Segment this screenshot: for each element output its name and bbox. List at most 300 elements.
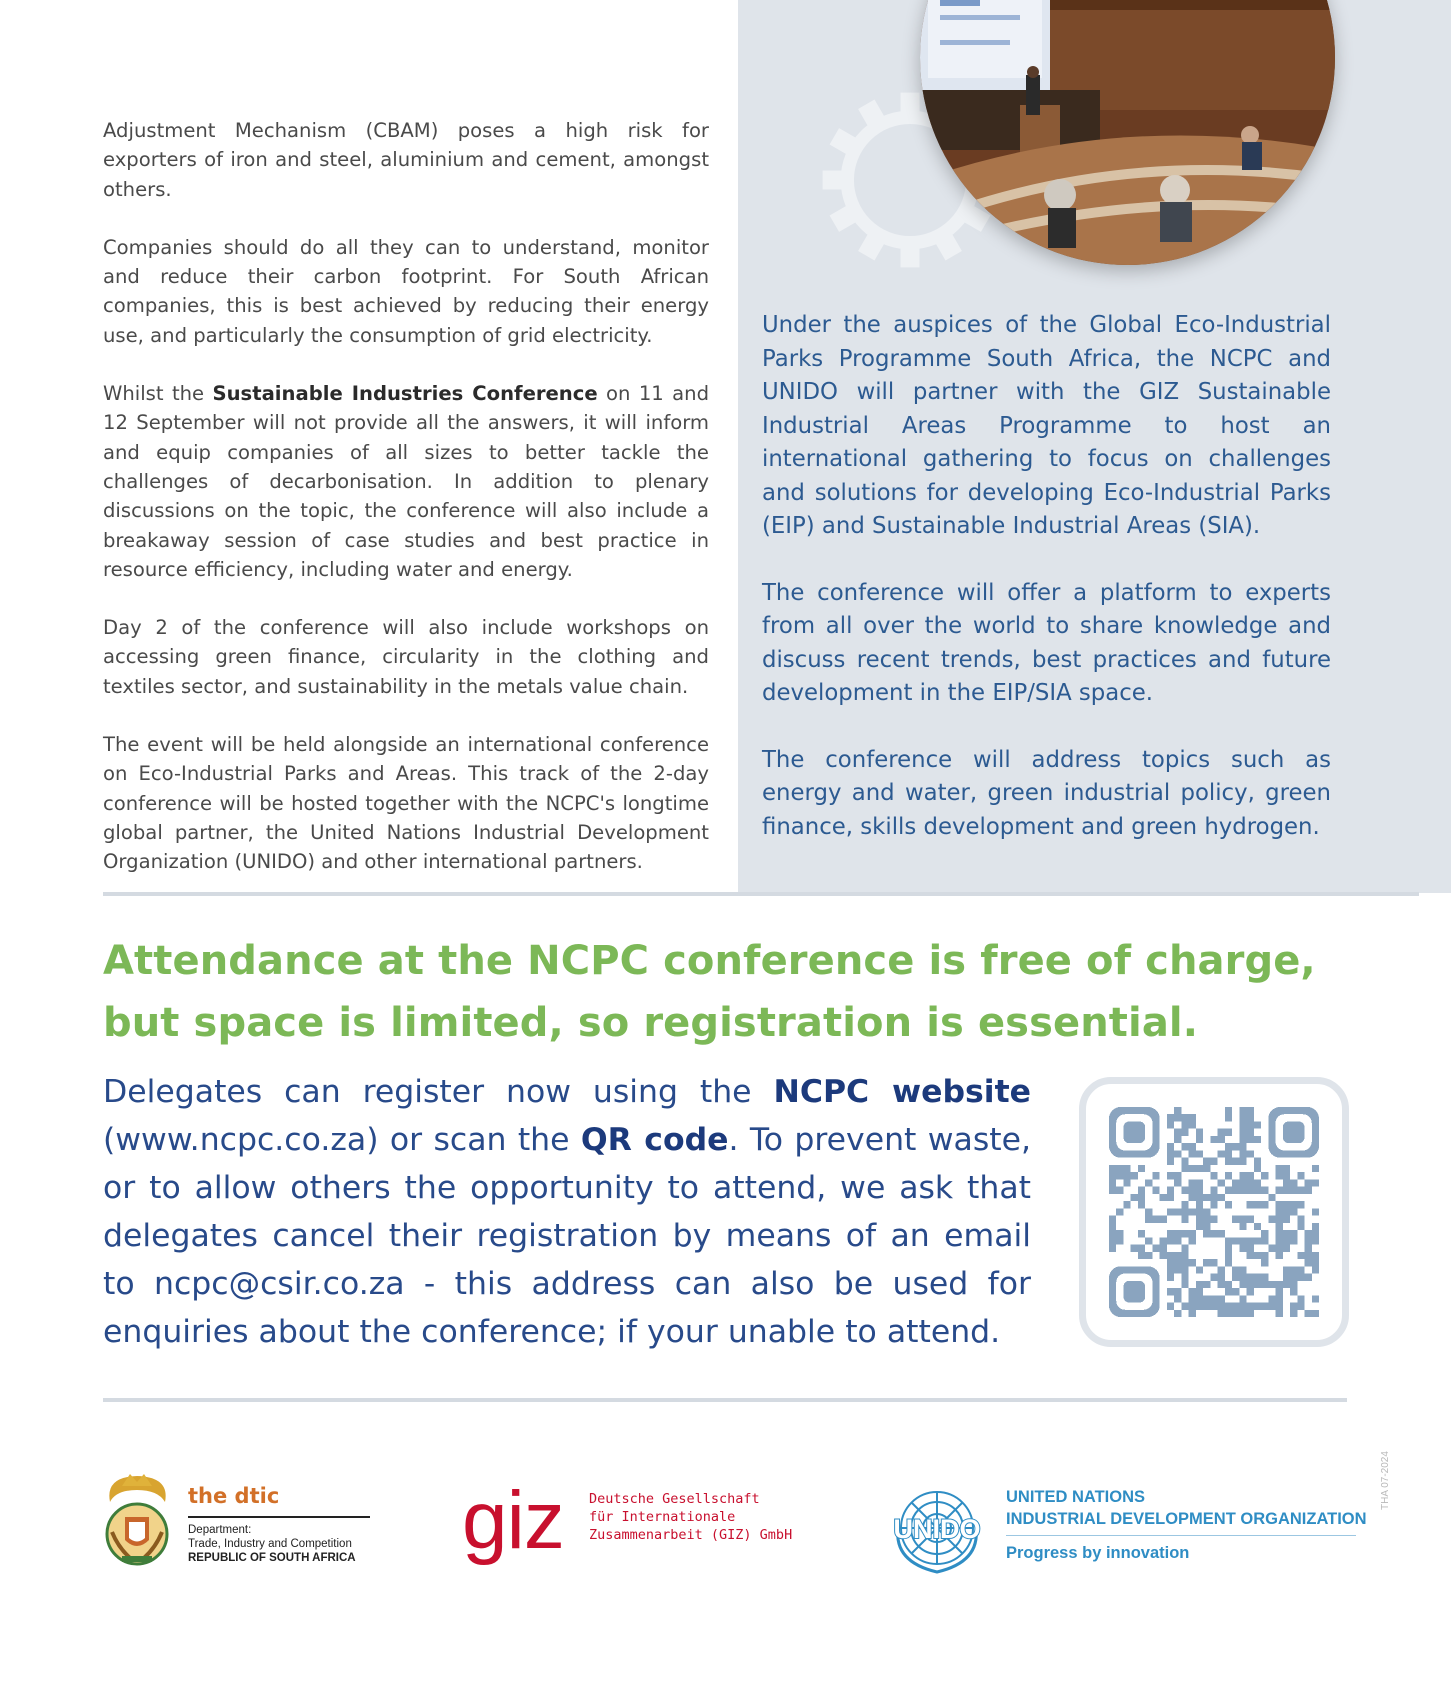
qr-module (1181, 1230, 1188, 1237)
qr-module (1312, 1223, 1319, 1230)
qr-module (1232, 1179, 1239, 1186)
qr-module (1232, 1303, 1239, 1310)
qr-module (1189, 1179, 1196, 1186)
qr-module (1247, 1107, 1254, 1114)
qr-module (1167, 1237, 1174, 1244)
qr-module (1167, 1230, 1174, 1237)
qr-module (1174, 1230, 1181, 1237)
qr-module (1160, 1216, 1167, 1223)
qr-module (1276, 1223, 1283, 1230)
qr-module (1131, 1245, 1138, 1252)
qr-module (1109, 1172, 1116, 1179)
qr-module (1181, 1187, 1188, 1194)
headline-line-2: but space is limited, so registration is essential. (103, 1000, 1199, 1046)
qr-module (1116, 1165, 1123, 1172)
qr-module (1247, 1201, 1254, 1208)
qr-module (1181, 1121, 1188, 1128)
qr-module (1218, 1266, 1225, 1273)
qr-module (1196, 1194, 1203, 1201)
qr-module (1239, 1266, 1246, 1273)
qr-module (1138, 1201, 1145, 1208)
qr-module (1181, 1216, 1188, 1223)
qr-module (1167, 1187, 1174, 1194)
qr-module (1181, 1274, 1188, 1281)
qr-module (1239, 1310, 1246, 1317)
qr-module (1276, 1165, 1283, 1172)
qr-module (1203, 1208, 1210, 1215)
qr-module (1239, 1223, 1246, 1230)
qr-module (1210, 1230, 1217, 1237)
unido-name-line-2: INDUSTRIAL DEVELOPMENT ORGANIZATION (1006, 1510, 1367, 1528)
qr-module (1297, 1172, 1304, 1179)
qr-module (1225, 1288, 1232, 1295)
qr-module (1276, 1230, 1283, 1237)
section-divider-top (103, 892, 1419, 896)
qr-module (1254, 1201, 1261, 1208)
qr-module (1225, 1172, 1232, 1179)
qr-module (1203, 1216, 1210, 1223)
qr-module (1254, 1274, 1261, 1281)
qr-module (1189, 1150, 1196, 1157)
qr-module (1283, 1187, 1290, 1194)
qr-module (1290, 1288, 1297, 1295)
qr-module (1189, 1143, 1196, 1150)
qr-module (1268, 1281, 1275, 1288)
gear-tooth (901, 245, 920, 268)
qr-module (1181, 1245, 1188, 1252)
qr-module (1225, 1252, 1232, 1259)
qr-module (1239, 1172, 1246, 1179)
qr-module (1297, 1216, 1304, 1223)
qr-module (1225, 1281, 1232, 1288)
qr-module (1290, 1230, 1297, 1237)
qr-module (1239, 1274, 1246, 1281)
qr-module (1152, 1187, 1159, 1194)
qr-module (1174, 1310, 1181, 1317)
qr-module (1210, 1201, 1217, 1208)
qr-module (1196, 1208, 1203, 1215)
qr-module (1167, 1172, 1174, 1179)
qr-module (1196, 1129, 1203, 1136)
qr-module (1181, 1208, 1188, 1215)
qr-module (1145, 1179, 1152, 1186)
qr-module (1247, 1179, 1254, 1186)
qr-module (1218, 1281, 1225, 1288)
un-globe-icon (888, 1482, 986, 1574)
qr-module (1247, 1288, 1254, 1295)
qr-module (1138, 1230, 1145, 1237)
qr-module (1225, 1245, 1232, 1252)
headline-line-1: Attendance at the NCPC conference is free of charge, (103, 938, 1316, 984)
qr-module (1174, 1179, 1181, 1186)
qr-module (1123, 1165, 1130, 1172)
qr-module (1225, 1150, 1232, 1157)
qr-module (1181, 1114, 1188, 1121)
qr-module (1239, 1303, 1246, 1310)
qr-module (1189, 1259, 1196, 1266)
qr-module (1109, 1237, 1116, 1244)
qr-module (1203, 1165, 1210, 1172)
qr-module (1109, 1179, 1116, 1186)
qr-module (1123, 1179, 1130, 1186)
dtic-department: Department: Trade, Industry and Competition REPUBLIC OF SOUTH AFRICA (188, 1524, 356, 1564)
qr-module (1247, 1216, 1254, 1223)
qr-module (1312, 1295, 1319, 1302)
section-divider-bottom (103, 1398, 1347, 1402)
qr-module (1167, 1114, 1174, 1121)
unido-rule (1006, 1535, 1356, 1536)
qr-module (1290, 1208, 1297, 1215)
qr-module (1181, 1201, 1188, 1208)
qr-module (1123, 1281, 1145, 1303)
qr-module (1239, 1107, 1246, 1114)
qr-module (1196, 1150, 1203, 1157)
qr-module (1218, 1303, 1225, 1310)
qr-module (1174, 1208, 1181, 1215)
qr-module (1297, 1295, 1304, 1302)
qr-module (1283, 1208, 1290, 1215)
qr-module (1196, 1136, 1203, 1143)
qr-module (1145, 1208, 1152, 1215)
qr-module (1167, 1158, 1174, 1165)
qr-module (1210, 1259, 1217, 1266)
qr-module (1203, 1281, 1210, 1288)
qr-module (1261, 1230, 1268, 1237)
qr-module (1261, 1201, 1268, 1208)
qr-module (1123, 1121, 1145, 1143)
qr-module (1283, 1266, 1290, 1273)
qr-module (1123, 1172, 1130, 1179)
qr-module (1189, 1237, 1196, 1244)
qr-module (1181, 1281, 1188, 1288)
qr-module (1196, 1266, 1203, 1273)
qr-module (1181, 1303, 1188, 1310)
qr-module (1196, 1165, 1203, 1172)
qr-module (1239, 1179, 1246, 1186)
qr-module (1305, 1274, 1312, 1281)
qr-module (1254, 1165, 1261, 1172)
right-paragraph-1: Under the auspices of the Global Eco-Industrial Parks Programme South Africa, the NCPC and UNIDO will partner with the GIZ Sustainable Industrial Areas Programme to host an international gathering to focus on challenges and solutions for developing Eco-Industrial Parks (EIP) and Sustainable Industrial Areas (SIA). (762, 312, 1331, 539)
qr-module (1268, 1303, 1275, 1310)
qr-module (1247, 1121, 1254, 1128)
qr-module (1196, 1216, 1203, 1223)
qr-module (1290, 1310, 1297, 1317)
qr-module (1276, 1208, 1283, 1215)
qr-module (1247, 1129, 1254, 1136)
qr-module (1247, 1150, 1254, 1157)
qr-module (1109, 1223, 1116, 1230)
qr-module (1189, 1295, 1196, 1302)
qr-module (1189, 1165, 1196, 1172)
qr-module (1239, 1114, 1246, 1121)
qr-module (1210, 1295, 1217, 1302)
qr-module (1145, 1252, 1152, 1259)
qr-module (1290, 1274, 1297, 1281)
qr-module (1218, 1129, 1225, 1136)
qr-module (1290, 1281, 1297, 1288)
qr-module (1189, 1114, 1196, 1121)
qr-module (1189, 1208, 1196, 1215)
qr-module (1261, 1187, 1268, 1194)
qr-module (1239, 1143, 1246, 1150)
qr-module (1218, 1194, 1225, 1201)
qr-module (1167, 1150, 1174, 1157)
qr-module (1116, 1208, 1123, 1215)
qr-module (1239, 1158, 1246, 1165)
qr-module (1218, 1150, 1225, 1157)
qr-module (1225, 1129, 1232, 1136)
qr-module (1160, 1252, 1167, 1259)
qr-module (1254, 1121, 1261, 1128)
qr-module (1225, 1114, 1232, 1121)
qr-module (1283, 1216, 1290, 1223)
qr-module (1189, 1310, 1196, 1317)
left-paragraph-3: Whilst the Sustainable Industries Conference on 11 and 12 September will not provide all the answers, it will inform and equip companies of all sizes to better tackle the challenges of decarbonisation. In addition to plenary discussions on the topic, the conference will also include a breakaway session of case studies and best practice in resource efficiency, including water and energy. (103, 382, 710, 581)
qr-module (1181, 1129, 1188, 1136)
qr-module (1210, 1303, 1217, 1310)
qr-module (1116, 1187, 1123, 1194)
qr-module (1254, 1223, 1261, 1230)
qr-module (1138, 1187, 1145, 1194)
qr-module (1174, 1237, 1181, 1244)
qr-module (1312, 1237, 1319, 1244)
qr-module (1261, 1303, 1268, 1310)
right-paragraph-2: The conference will offer a platform to experts from all over the world to share knowledge and discuss recent trends, best practices and future development in the EIP/SIA space. (762, 579, 1331, 706)
qr-module (1189, 1121, 1196, 1128)
qr-module (1290, 1201, 1297, 1208)
qr-module (1116, 1230, 1123, 1237)
unido-name-line-1: UNITED NATIONS (1006, 1488, 1146, 1506)
qr-module (1276, 1281, 1283, 1288)
unido-tagline: Progress by innovation (1006, 1544, 1190, 1562)
qr-module (1218, 1179, 1225, 1186)
qr-module (1239, 1136, 1246, 1143)
qr-module (1189, 1230, 1196, 1237)
qr-module (1210, 1216, 1217, 1223)
left-paragraph-2: Companies should do all they can to understand, monitor and reduce their carbon footprint. For South African companies, this is best achieved by reducing their energy use, and particularly the consumption of grid electricity. (103, 235, 709, 347)
qr-module (1189, 1187, 1196, 1194)
qr-module (1254, 1179, 1261, 1186)
qr-module (1312, 1310, 1319, 1317)
qr-module (1247, 1252, 1254, 1259)
qr-module (1254, 1187, 1261, 1194)
qr-module (1210, 1136, 1217, 1143)
qr-module (1174, 1107, 1181, 1114)
qr-module (1196, 1295, 1203, 1302)
qr-module (1109, 1216, 1116, 1223)
qr-module (1218, 1230, 1225, 1237)
qr-module (1283, 1165, 1290, 1172)
qr-module (1268, 1216, 1275, 1223)
qr-module (1109, 1230, 1116, 1237)
qr-module (1247, 1172, 1254, 1179)
qr-module (1276, 1216, 1283, 1223)
qr-module (1261, 1237, 1268, 1244)
qr-module (1167, 1252, 1174, 1259)
conference-name: Sustainable Industries Conference (212, 382, 598, 406)
qr-module (1247, 1245, 1254, 1252)
qr-module (1210, 1172, 1217, 1179)
qr-module (1145, 1216, 1152, 1223)
qr-module (1174, 1114, 1181, 1121)
qr-module (1203, 1295, 1210, 1302)
left-paragraph-5: The event will be held alongside an international conference on Eco-Industrial Parks and Areas. This track of the 2-day conference will be hosted together with the NCPC's longtime global partner, the United Nations Industrial Development Organization (UNIDO) and other international partners. (103, 733, 709, 874)
qr-module (1160, 1237, 1167, 1244)
qr-module (1167, 1259, 1174, 1266)
qr-module (1225, 1158, 1232, 1165)
qr-module (1297, 1223, 1304, 1230)
qr-module (1232, 1158, 1239, 1165)
qr-module (1283, 1201, 1290, 1208)
unido-wordmark: UNIDO (893, 1514, 981, 1544)
qr-module (1283, 1230, 1290, 1237)
qr-module (1268, 1194, 1275, 1201)
ncpc-website-link[interactable]: NCPC website (773, 1074, 1031, 1110)
giz-logo (462, 1476, 822, 1572)
qr-module (1109, 1165, 1116, 1172)
qr-module (1305, 1179, 1312, 1186)
qr-module (1276, 1252, 1283, 1259)
qr-module (1276, 1288, 1283, 1295)
dtic-logo (100, 1472, 375, 1568)
qr-module (1196, 1187, 1203, 1194)
qr-module (1218, 1295, 1225, 1302)
qr-module (1181, 1252, 1188, 1259)
qr-module (1196, 1179, 1203, 1186)
qr-module (1225, 1310, 1232, 1317)
qr-module (1239, 1245, 1246, 1252)
right-paragraph-3: The conference will address topics such as energy and water, green industrial policy, green finance, skills development and green hydrogen. (762, 746, 1331, 840)
qr-module (1174, 1150, 1181, 1157)
qr-module (1276, 1237, 1283, 1244)
qr-module (1232, 1143, 1239, 1150)
qr-code-label: QR code (580, 1122, 729, 1158)
qr-module (1247, 1274, 1254, 1281)
qr-module (1123, 1201, 1130, 1208)
qr-module (1290, 1179, 1297, 1186)
qr-module (1210, 1187, 1217, 1194)
right-column-text (762, 309, 1331, 877)
qr-module (1145, 1237, 1152, 1244)
qr-module (1218, 1310, 1225, 1317)
qr-module (1283, 1274, 1290, 1281)
qr-module (1196, 1303, 1203, 1310)
qr-module (1181, 1143, 1188, 1150)
qr-module (1203, 1303, 1210, 1310)
qr-module (1203, 1223, 1210, 1230)
qr-module (1131, 1194, 1138, 1201)
registration-text: Delegates can register now using the NCPC website (www.ncpc.co.za) or scan the QR code. To prevent waste, or to allow others the opportunity to attend, we ask that delegates cancel their registration by means of an email to ncpc@csir.co.za - this address can also be used for enquiries about the conference; if your unable to attend. (103, 1074, 1031, 1350)
qr-module (1232, 1288, 1239, 1295)
qr-module (1196, 1281, 1203, 1288)
qr-module (1276, 1172, 1283, 1179)
giz-full-name: Deutsche Gesellschaft für Internationale Zusammenarbeit (GIZ) GmbH (589, 1491, 793, 1543)
qr-module (1261, 1259, 1268, 1266)
dtic-word: dtic (234, 1484, 280, 1508)
qr-code[interactable] (1109, 1107, 1319, 1317)
qr-module (1268, 1245, 1275, 1252)
qr-module (1297, 1201, 1304, 1208)
qr-module (1174, 1172, 1181, 1179)
qr-module (1174, 1295, 1181, 1302)
left-column-text (103, 116, 709, 906)
qr-module (1152, 1245, 1159, 1252)
qr-module (1254, 1136, 1261, 1143)
qr-module (1232, 1237, 1239, 1244)
qr-module (1239, 1150, 1246, 1157)
qr-module (1138, 1165, 1145, 1172)
dtic-rule (188, 1516, 370, 1518)
qr-module (1276, 1303, 1283, 1310)
qr-module (1203, 1259, 1210, 1266)
qr-module (1196, 1223, 1203, 1230)
qr-module (1225, 1187, 1232, 1194)
qr-module (1174, 1136, 1181, 1143)
qr-module (1305, 1252, 1312, 1259)
side-code: THA 07-2024 (1380, 1451, 1391, 1510)
dtic-the: the (188, 1484, 235, 1508)
qr-module (1131, 1172, 1138, 1179)
qr-module (1290, 1266, 1297, 1273)
qr-module (1152, 1172, 1159, 1179)
qr-module (1174, 1129, 1181, 1136)
qr-module (1276, 1245, 1283, 1252)
left-paragraph-1: Adjustment Mechanism (CBAM) poses a high risk for exporters of iron and steel, aluminium and cement, amongst others. (103, 119, 709, 201)
qr-module (1174, 1252, 1181, 1259)
qr-module (1297, 1266, 1304, 1273)
qr-module (1283, 1179, 1290, 1186)
qr-module (1174, 1266, 1181, 1273)
qr-module (1181, 1259, 1188, 1266)
qr-module (1247, 1303, 1254, 1310)
qr-module (1174, 1288, 1181, 1295)
qr-module (1167, 1143, 1174, 1150)
qr-module (1181, 1266, 1188, 1273)
qr-module (1305, 1245, 1312, 1252)
qr-module (1174, 1259, 1181, 1266)
qr-module (1247, 1187, 1254, 1194)
qr-module (1225, 1237, 1232, 1244)
qr-module (1225, 1201, 1232, 1208)
qr-module (1109, 1187, 1116, 1194)
qr-module (1196, 1201, 1203, 1208)
qr-module (1305, 1230, 1312, 1237)
qr-module (1239, 1295, 1246, 1302)
qr-module (1276, 1310, 1283, 1317)
qr-module (1232, 1266, 1239, 1273)
qr-module (1247, 1281, 1254, 1288)
qr-module (1312, 1165, 1319, 1172)
qr-module (1218, 1136, 1225, 1143)
qr-module (1254, 1252, 1261, 1259)
qr-module (1232, 1216, 1239, 1223)
qr-module (1254, 1281, 1261, 1288)
qr-module (1160, 1194, 1167, 1201)
qr-module (1116, 1172, 1123, 1179)
qr-code-frame[interactable] (1079, 1077, 1349, 1347)
qr-module (1210, 1274, 1217, 1281)
qr-module (1203, 1230, 1210, 1237)
qr-module (1312, 1208, 1319, 1215)
qr-module (1239, 1237, 1246, 1244)
qr-module (1167, 1266, 1174, 1273)
qr-module (1225, 1107, 1232, 1114)
qr-module (1297, 1187, 1304, 1194)
qr-module (1297, 1303, 1304, 1310)
attendance-headline (103, 930, 1353, 1054)
qr-module (1261, 1172, 1268, 1179)
qr-module (1181, 1158, 1188, 1165)
